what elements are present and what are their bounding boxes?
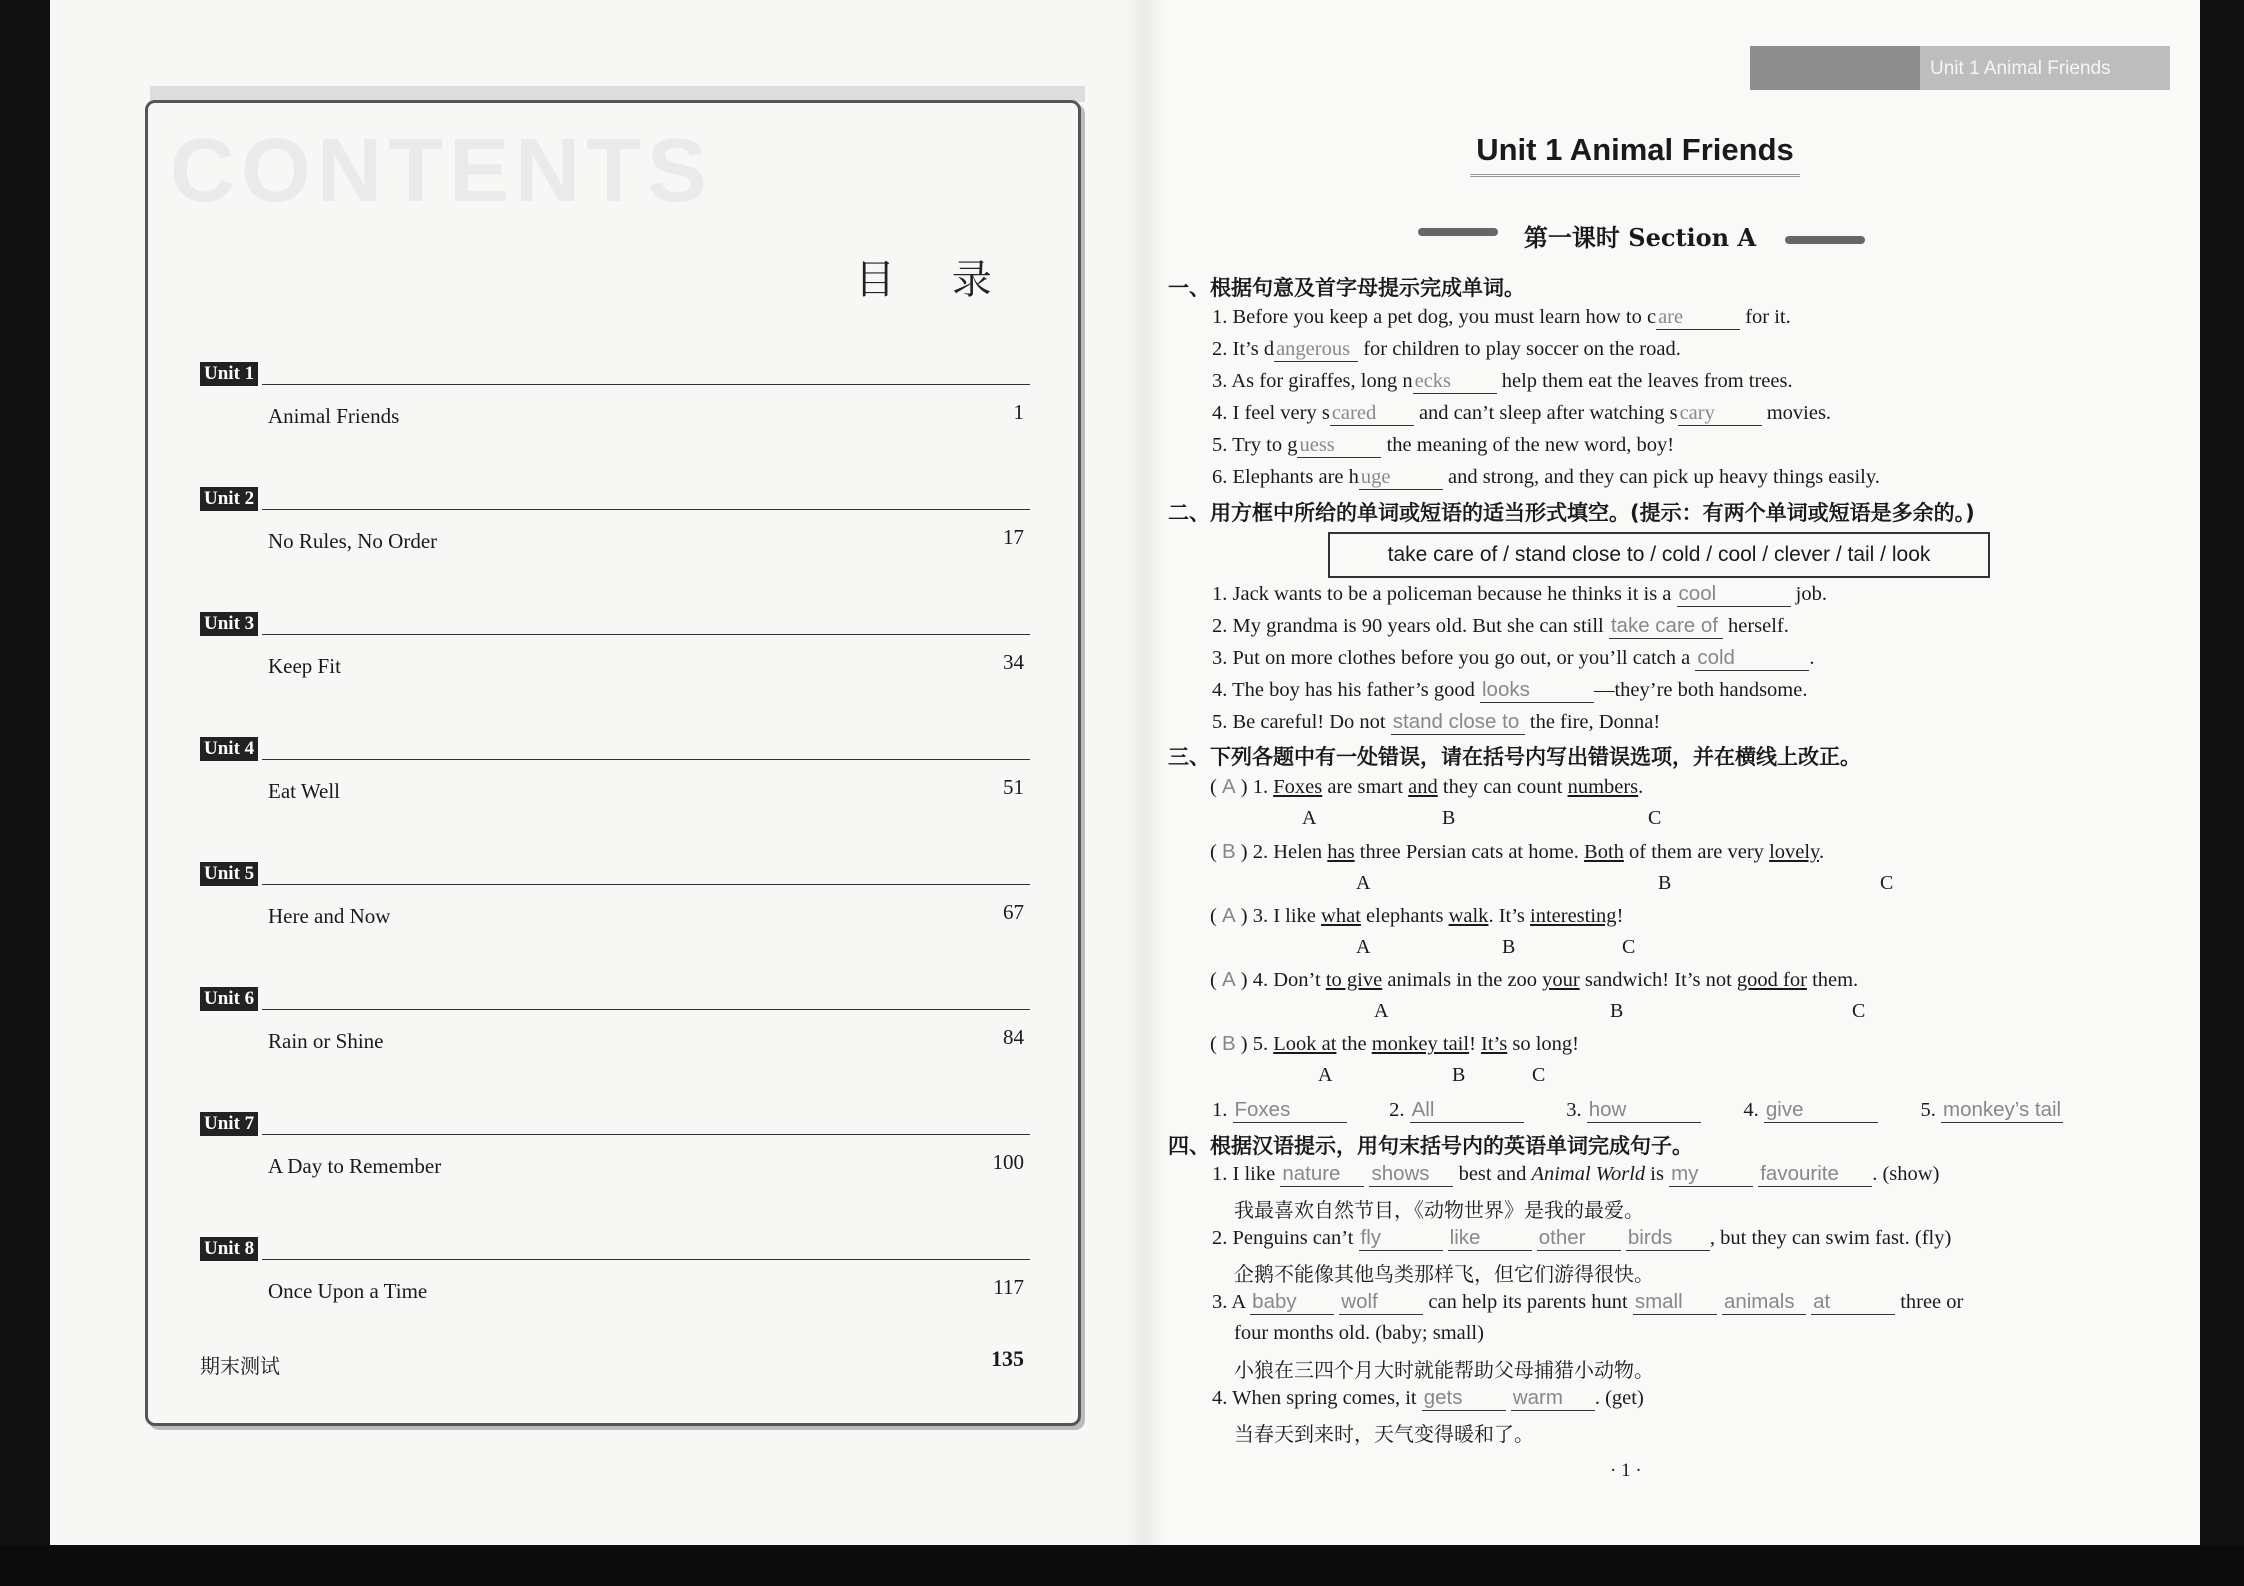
part1-question: 1. Before you keep a pet dog, you must learn how to care for it. (1212, 306, 1791, 328)
answer-blank[interactable]: looks (1480, 678, 1594, 703)
answer-blank[interactable]: stand close to (1391, 710, 1525, 735)
unit-title: Rain or Shine (268, 1029, 384, 1053)
toc-unit-row (200, 612, 1030, 732)
part1-question: 5. Try to guess the meaning of the new word, boy! (1212, 434, 1675, 456)
toc-unit-row (200, 1112, 1030, 1232)
answer-blank[interactable]: gets (1422, 1386, 1506, 1411)
option-letter: C (1852, 1000, 1866, 1022)
option-letter: A (1318, 1064, 1333, 1086)
word-bank-box: take care of / stand close to / cold / cool / clever / tail / look (1328, 532, 1990, 578)
chinese-hint: 小狼在三四个月大时就能帮助父母捕猎小动物。 (1234, 1358, 1654, 1382)
chinese-hint: 当春天到来时，天气变得暖和了。 (1234, 1422, 1534, 1446)
section-ornament-right (1785, 236, 1865, 244)
part1-question: 6. Elephants are huge and strong, and they can pick up heavy things easily. (1212, 466, 1880, 488)
toc-unit-row (200, 987, 1030, 1107)
unit-page-number: 100 (992, 1150, 1024, 1174)
part2-heading: 二、用方框中所给的单词或短语的适当形式填空。(提示：有两个单词或短语是多余的。) (1168, 501, 1975, 525)
unit-page-number: 1 (1013, 400, 1024, 424)
unit-rule (262, 1009, 1030, 1010)
unit-page-number: 34 (1003, 650, 1024, 674)
answer-blank[interactable]: uge (1359, 466, 1443, 490)
part4-question: 2. Penguins can’t fly like other birds , but they can swim fast. (fly) (1212, 1226, 1952, 1249)
unit-title: No Rules, No Order (268, 529, 438, 553)
unit-rule (262, 759, 1030, 760)
answer-blank[interactable]: wolf (1339, 1290, 1423, 1315)
part3-heading: 三、下列各题中有一处错误，请在括号内写出错误选项，并在横线上改正。 (1168, 745, 1861, 769)
part2-question: 2. My grandma is 90 years old. But she can still take care of herself. (1212, 614, 1789, 637)
option-letter: A (1302, 807, 1317, 829)
part4-question: 1. I like nature shows best and Animal World is my favourite . (show) (1212, 1162, 1940, 1185)
question-continuation: four months old. (baby; small) (1234, 1322, 1484, 1344)
answer-choice[interactable]: A (1221, 904, 1236, 927)
correction-blank[interactable]: monkey’s tail (1943, 1098, 2062, 1121)
answer-blank[interactable]: other (1537, 1226, 1621, 1251)
unit-rule (262, 884, 1030, 885)
toc-unit-row (200, 1237, 1030, 1357)
part4-heading: 四、根据汉语提示，用句末括号内的英语单词完成句子。 (1168, 1134, 1693, 1158)
option-letter: A (1374, 1000, 1389, 1022)
answer-blank[interactable]: favourite (1758, 1162, 1872, 1187)
option-letter: C (1880, 872, 1894, 894)
part1-question: 4. I feel very scared and can’t sleep after watching scary movies. (1212, 402, 1832, 424)
option-letter: C (1622, 936, 1636, 958)
part1-heading: 一、根据句意及首字母提示完成单词。 (1168, 276, 1525, 300)
answer-blank[interactable]: uess (1297, 434, 1381, 458)
unit-tag: Unit 8 (200, 1237, 258, 1261)
correction-blank[interactable]: how (1587, 1098, 1701, 1123)
answer-choice[interactable]: B (1221, 840, 1236, 863)
page-number: · 1 · (1610, 1460, 1642, 1481)
answer-blank[interactable]: angerous (1274, 338, 1358, 362)
error-question: ( A ) 1. Foxes are smart and they can count numbers. (1210, 775, 1644, 798)
answer-blank[interactable]: ecks (1413, 370, 1497, 394)
part2-question: 5. Be careful! Do not stand close to the fire, Donna! (1212, 710, 1661, 733)
corrections-row: 1. Foxes 2. All 3. how 4. give 5. monkey’s tail (1212, 1098, 2062, 1121)
answer-choice[interactable]: B (1221, 1032, 1236, 1055)
option-letter: A (1356, 872, 1371, 894)
unit-title: Eat Well (268, 779, 340, 803)
unit-tag: Unit 4 (200, 737, 258, 761)
unit-rule (262, 384, 1030, 385)
correction-blank[interactable]: give (1764, 1098, 1878, 1123)
unit-page-number: 17 (1003, 525, 1024, 549)
answer-blank[interactable]: birds (1626, 1226, 1710, 1251)
error-question: ( A ) 3. I like what elephants walk. It’s interesting! (1210, 904, 1624, 927)
answer-blank[interactable]: my (1669, 1162, 1753, 1187)
part2-question: 4. The boy has his father’s good looks —they’re both handsome. (1212, 678, 1808, 701)
unit-tag: Unit 7 (200, 1112, 258, 1136)
answer-blank[interactable]: fly (1359, 1226, 1443, 1251)
answer-blank[interactable]: take care of (1609, 614, 1723, 639)
unit-title: Keep Fit (268, 654, 341, 678)
part2-question: 3. Put on more clothes before you go out, or you’ll catch a cold . (1212, 646, 1815, 669)
chinese-hint: 企鹅不能像其他鸟类那样飞，但它们游得很快。 (1234, 1262, 1654, 1286)
book-gutter (1125, 0, 1165, 1586)
unit-page-number: 51 (1003, 775, 1024, 799)
unit-tag: Unit 2 (200, 487, 258, 511)
option-letter: B (1610, 1000, 1624, 1022)
answer-blank[interactable]: warm (1511, 1386, 1595, 1411)
option-letter: B (1452, 1064, 1466, 1086)
unit-heading: Unit 1 Animal Friends (1470, 132, 1800, 177)
error-question: ( A ) 4. Don’t to give animals in the zoo your sandwich! It’s not good for them. (1210, 968, 1859, 991)
scanner-bottom-edge (0, 1545, 2244, 1586)
unit-rule (262, 634, 1030, 635)
option-letter: C (1648, 807, 1662, 829)
answer-blank[interactable]: like (1448, 1226, 1532, 1251)
unit-tag: Unit 6 (200, 987, 258, 1011)
toc-title: 目 录 (855, 257, 1014, 303)
unit-tag: Unit 3 (200, 612, 258, 636)
answer-blank[interactable]: cared (1330, 402, 1414, 426)
toc-unit-row (200, 362, 1030, 482)
option-letter: A (1356, 936, 1371, 958)
running-header: Unit 1 Animal Friends (1930, 58, 2111, 79)
unit-page-number: 67 (1003, 900, 1024, 924)
answer-blank[interactable]: shows (1369, 1162, 1453, 1187)
answer-blank[interactable]: small (1633, 1290, 1717, 1315)
option-letter: B (1442, 807, 1456, 829)
part4-question: 3. A baby wolf can help its parents hunt small animals at three or (1212, 1290, 1964, 1313)
section-heading: 第一课时 Section A (1523, 223, 1757, 252)
answer-choice[interactable]: A (1221, 968, 1236, 991)
contents-watermark: CONTENTS (170, 121, 713, 221)
unit-title: Animal Friends (268, 404, 400, 428)
part2-question: 1. Jack wants to be a policeman because he thinks it is a cool job. (1212, 582, 1827, 605)
toc-unit-row (200, 487, 1030, 607)
unit-rule (262, 1259, 1030, 1260)
answer-blank[interactable]: cool (1677, 582, 1791, 607)
option-letter: B (1658, 872, 1672, 894)
answer-blank[interactable]: animals (1722, 1290, 1806, 1315)
unit-title: A Day to Remember (268, 1154, 442, 1178)
answer-blank[interactable]: at (1811, 1290, 1895, 1315)
answer-blank[interactable]: cary (1678, 402, 1762, 426)
final-test-label: 期末测试 (200, 1354, 280, 1378)
part1-question: 3. As for giraffes, long necks help them eat the leaves from trees. (1212, 370, 1793, 392)
unit-title: Once Upon a Time (268, 1279, 428, 1303)
unit-page-number: 84 (1003, 1025, 1024, 1049)
part1-question: 2. It’s dangerous for children to play soccer on the road. (1212, 338, 1681, 360)
running-header-accent (1750, 46, 1920, 90)
answer-blank[interactable]: baby (1250, 1290, 1334, 1315)
chinese-hint: 我最喜欢自然节目，《动物世界》是我的最爱。 (1234, 1198, 1644, 1222)
toc-unit-row (200, 737, 1030, 857)
answer-blank[interactable]: cold (1695, 646, 1809, 671)
final-test-page: 135 (991, 1346, 1024, 1371)
unit-title: Here and Now (268, 904, 391, 928)
answer-choice[interactable]: A (1221, 775, 1236, 798)
unit-rule (262, 1134, 1030, 1135)
unit-tag: Unit 1 (200, 362, 258, 386)
unit-page-number: 117 (993, 1275, 1024, 1299)
toc-unit-row (200, 862, 1030, 982)
unit-tag: Unit 5 (200, 862, 258, 886)
option-letter: B (1502, 936, 1516, 958)
unit-rule (262, 509, 1030, 510)
answer-blank[interactable]: are (1656, 306, 1740, 330)
correction-blank[interactable]: Foxes (1233, 1098, 1347, 1123)
error-question: ( B ) 5. Look at the monkey tail! It’s so long! (1210, 1032, 1579, 1055)
error-question: ( B ) 2. Helen has three Persian cats at home. Both of them are very lovely. (1210, 840, 1825, 863)
correction-blank[interactable]: All (1410, 1098, 1524, 1123)
option-letter: C (1532, 1064, 1546, 1086)
answer-blank[interactable]: nature (1280, 1162, 1364, 1187)
part4-question: 4. When spring comes, it gets warm . (get) (1212, 1386, 1644, 1409)
